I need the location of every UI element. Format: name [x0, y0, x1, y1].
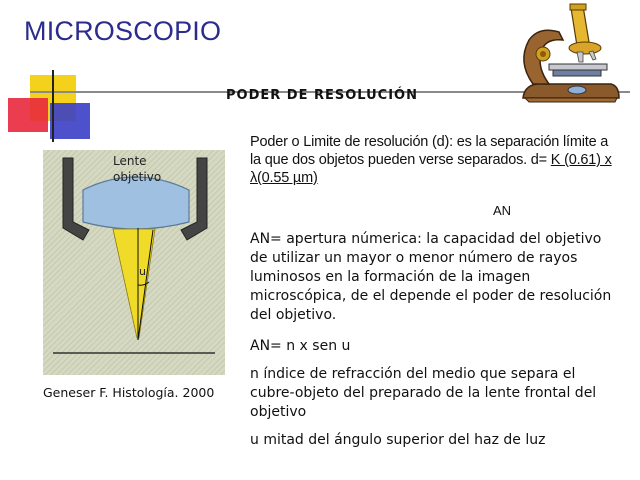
section-heading: PODER DE RESOLUCIÓN: [226, 88, 418, 103]
microscope-icon: [515, 2, 625, 112]
n-definition: n índice de refracción del medio que separa el cubre-objeto del preparado de la lente frontal del objetivo: [250, 366, 597, 420]
formula-denominator: AN: [493, 203, 512, 218]
figure-caption: Geneser F. Histología. 2000: [43, 385, 215, 400]
front-lens: [83, 177, 189, 229]
an-formula: AN= n x sen u: [250, 338, 351, 354]
lens-label-line2: objetivo: [113, 170, 162, 184]
deco-red-square: [8, 98, 48, 132]
deco-blue-square: [50, 103, 90, 139]
definition-paragraph: [250, 133, 620, 187]
light-cone: [113, 229, 155, 338]
header-vertical-rule: [52, 70, 54, 142]
lens-label-line1: Lente: [113, 154, 147, 168]
objective-lens-figure: [43, 150, 225, 375]
u-definition: u mitad del ángulo superior del haz de luz: [250, 432, 546, 448]
slide-title: MICROSCOPIO: [24, 16, 222, 46]
an-definition: AN= apertura númerica: la capacidad del objetivo de utilizar un mayor o menor número de rayos luminosos en la formación de la imagen microscópica, de el depende el poder de resolución del objetivo.: [250, 231, 612, 323]
definition-text: Poder o Limite de resolución (d): es la separación límite a la que dos objetos pueden verse separados. d=: [250, 134, 609, 168]
formula-numerator: K (0.61) x λ(0.55 µm): [250, 152, 612, 186]
angle-label: u: [139, 265, 146, 278]
